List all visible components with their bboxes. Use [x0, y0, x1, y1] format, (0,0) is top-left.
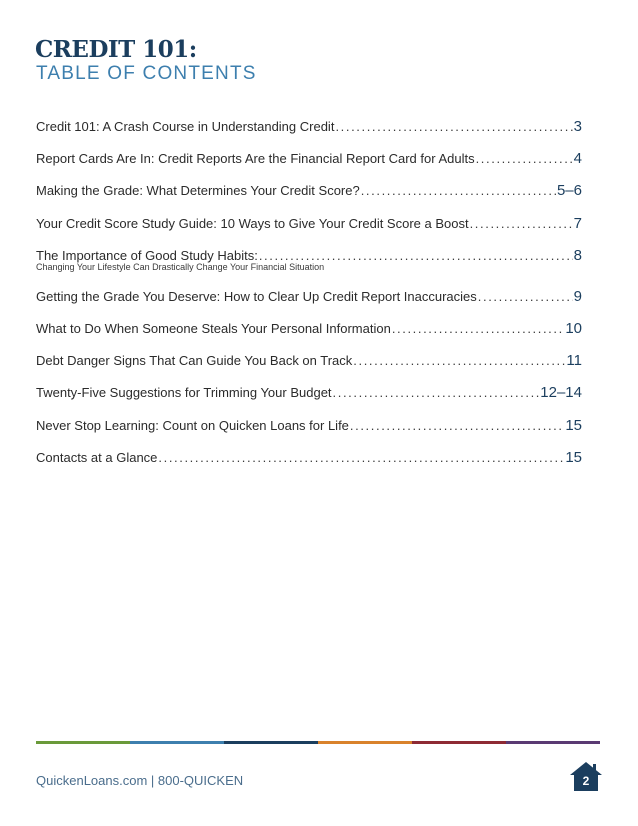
dot-leader [335, 119, 572, 134]
footer-color-stripe [36, 741, 600, 744]
toc-entry-subtitle: Changing Your Lifestyle Can Drastically Change Your Financial Situation [36, 261, 325, 272]
document-title: CREDIT 101: [35, 36, 197, 63]
stripe-segment [224, 741, 318, 744]
page-number-badge [569, 761, 603, 792]
toc-entry-title: What to Do When Someone Steals Your Personal Information [36, 320, 391, 336]
toc-page-number: 3 [573, 118, 582, 135]
stripe-segment [130, 741, 224, 744]
toc-entry-title: Your Credit Score Study Guide: 10 Ways to Give Your Credit Score a Boost [36, 215, 469, 231]
toc-page-number: 5–6 [556, 182, 582, 200]
stripe-segment [506, 741, 600, 744]
document-subtitle: TABLE OF CONTENTS [36, 63, 257, 84]
toc-entry-title: The Importance of Good Study Habits: [36, 247, 258, 263]
toc-entry[interactable] [36, 417, 582, 449]
toc-entry[interactable] [36, 182, 582, 214]
toc-entry[interactable] [36, 247, 582, 288]
dot-leader [259, 248, 573, 263]
toc-entry-title: Making the Grade: What Determines Your Credit Score? [36, 183, 360, 199]
toc-entry[interactable] [36, 384, 582, 416]
toc-page-number: 9 [573, 287, 582, 305]
dot-leader [353, 353, 565, 368]
toc-entry-title: Debt Danger Signs That Can Guide You Back on Track [36, 353, 353, 369]
stripe-segment [36, 741, 130, 744]
toc-entry[interactable] [36, 449, 582, 481]
toc-page-number: 12–14 [540, 384, 582, 402]
toc-page-number: 8 [573, 246, 582, 264]
table-of-contents [36, 118, 582, 481]
toc-page-number: 15 [565, 448, 582, 466]
toc-page-number: 15 [565, 416, 582, 434]
dot-leader [158, 450, 564, 465]
toc-entry[interactable] [36, 150, 582, 182]
dot-leader [392, 321, 565, 336]
dot-leader [333, 385, 540, 400]
toc-entry[interactable] [36, 118, 582, 150]
toc-entry[interactable] [36, 288, 582, 320]
dot-leader [470, 216, 573, 231]
toc-entry[interactable] [36, 215, 582, 247]
page-number: 2 [582, 774, 590, 788]
footer-contact[interactable]: QuickenLoans.com | 800-QUICKEN [36, 773, 244, 788]
dot-leader [361, 183, 556, 198]
stripe-segment [412, 741, 506, 744]
toc-entry[interactable] [36, 320, 582, 352]
toc-entry-title: Report Cards Are In: Credit Reports Are the Financial Report Card for Adults [36, 151, 475, 167]
toc-page-number: 4 [573, 150, 582, 168]
toc-page-number: 10 [565, 319, 582, 337]
dot-leader [478, 289, 573, 304]
toc-page-number: 7 [573, 214, 582, 232]
dot-leader [350, 418, 564, 433]
toc-entry-title: Twenty-Five Suggestions for Trimming Your Budget [36, 385, 332, 401]
dot-leader [476, 151, 573, 166]
stripe-segment [318, 741, 412, 744]
toc-entry-title: Contacts at a Glance [36, 449, 158, 465]
toc-entry-title: Credit 101: A Crash Course in Understanding Credit [36, 119, 335, 134]
toc-entry-title: Getting the Grade You Deserve: How to Clear Up Credit Report Inaccuracies [36, 288, 477, 304]
toc-entry[interactable] [36, 352, 582, 384]
toc-page-number: 11 [566, 352, 582, 370]
toc-entry-title: Never Stop Learning: Count on Quicken Loans for Life [36, 417, 349, 433]
